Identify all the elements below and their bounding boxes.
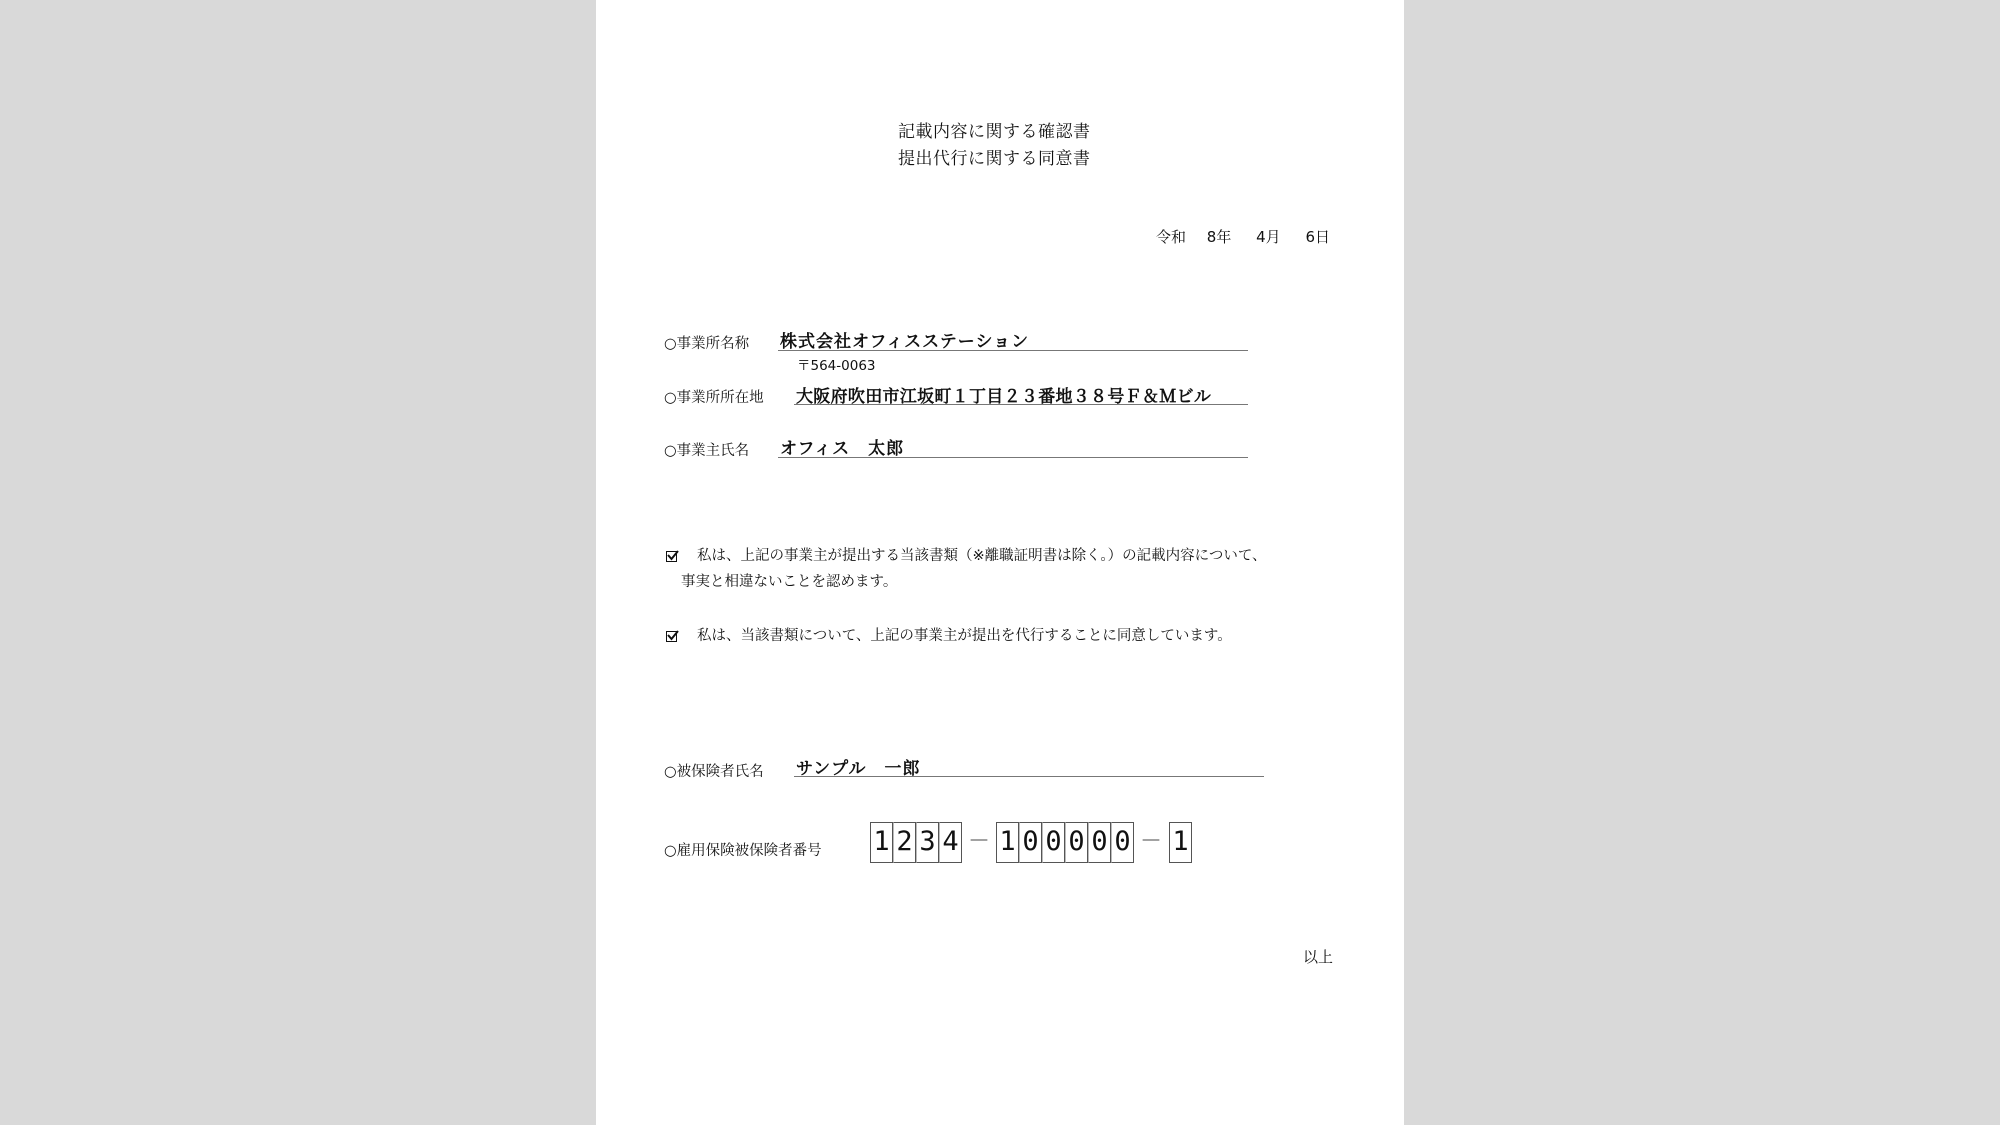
insured-name-value: サンプル 一郎 bbox=[796, 759, 921, 779]
consent2-text: 私は、当該書類について、上記の事業主が提出を代行することに同意しています。 bbox=[697, 628, 1232, 644]
insurance-number-label: ○雇用保険被保険者番号 bbox=[664, 843, 822, 859]
consent1-checkbox[interactable] bbox=[666, 551, 677, 562]
employer-name-value: オフィス 太郎 bbox=[780, 439, 905, 459]
date-era: 令和 bbox=[1156, 228, 1187, 246]
document-date bbox=[1156, 226, 1330, 247]
insurance-number-separator: － bbox=[968, 829, 991, 854]
insurance-number-digit: 0 bbox=[1042, 822, 1065, 863]
insured-name-underline bbox=[794, 776, 1264, 777]
date-month: 4月 bbox=[1256, 228, 1281, 246]
insurance-number-digit: 1 bbox=[996, 822, 1019, 863]
office-address-value: 大阪府吹田市江坂町１丁目２３番地３８号Ｆ＆Ｍビル bbox=[796, 387, 1212, 407]
document-title-line1: 記載内容に関する確認書 bbox=[898, 122, 1091, 142]
consent2-checkbox[interactable] bbox=[666, 631, 677, 642]
insurance-number-digit: 4 bbox=[939, 822, 962, 863]
document-page bbox=[596, 0, 1404, 1125]
office-name-value: 株式会社オフィスステーション bbox=[780, 332, 1030, 352]
employer-name-label: ○事業主氏名 bbox=[664, 443, 750, 459]
office-address-underline bbox=[794, 404, 1248, 405]
consent1-text-line1: 私は、上記の事業主が提出する当該書類（※離職証明書は除く。）の記載内容について、 bbox=[697, 548, 1267, 564]
office-address-label: ○事業所所在地 bbox=[664, 390, 764, 406]
date-year: 8年 bbox=[1206, 228, 1232, 246]
document-title-line2: 提出代行に関する同意書 bbox=[898, 149, 1091, 169]
employer-name-underline bbox=[778, 457, 1248, 458]
insurance-number-separator: － bbox=[1140, 829, 1163, 854]
office-name-underline bbox=[778, 350, 1248, 351]
office-name-label: ○事業所名称 bbox=[664, 336, 750, 352]
consent1-text-line2: 事実と相違ないことを認めます。 bbox=[681, 574, 898, 590]
insurance-number-digit: 1 bbox=[1169, 822, 1192, 863]
insurance-number-digit: 0 bbox=[1065, 822, 1088, 863]
insurance-number-digit: 0 bbox=[1088, 822, 1111, 863]
insurance-number-digit: 0 bbox=[1019, 822, 1042, 863]
checkmark-icon bbox=[666, 549, 680, 563]
insured-name-label: ○被保険者氏名 bbox=[664, 764, 764, 780]
postal-code: 〒564-0063 bbox=[797, 358, 876, 374]
checkmark-icon bbox=[666, 629, 680, 643]
closing-text: 以上 bbox=[1303, 948, 1334, 966]
insurance-number-digit: 1 bbox=[870, 822, 893, 863]
insurance-number-digit: 0 bbox=[1111, 822, 1134, 863]
insurance-number-digit: 2 bbox=[893, 822, 916, 863]
date-day: 6日 bbox=[1305, 228, 1330, 246]
insurance-number-digit: 3 bbox=[916, 822, 939, 863]
